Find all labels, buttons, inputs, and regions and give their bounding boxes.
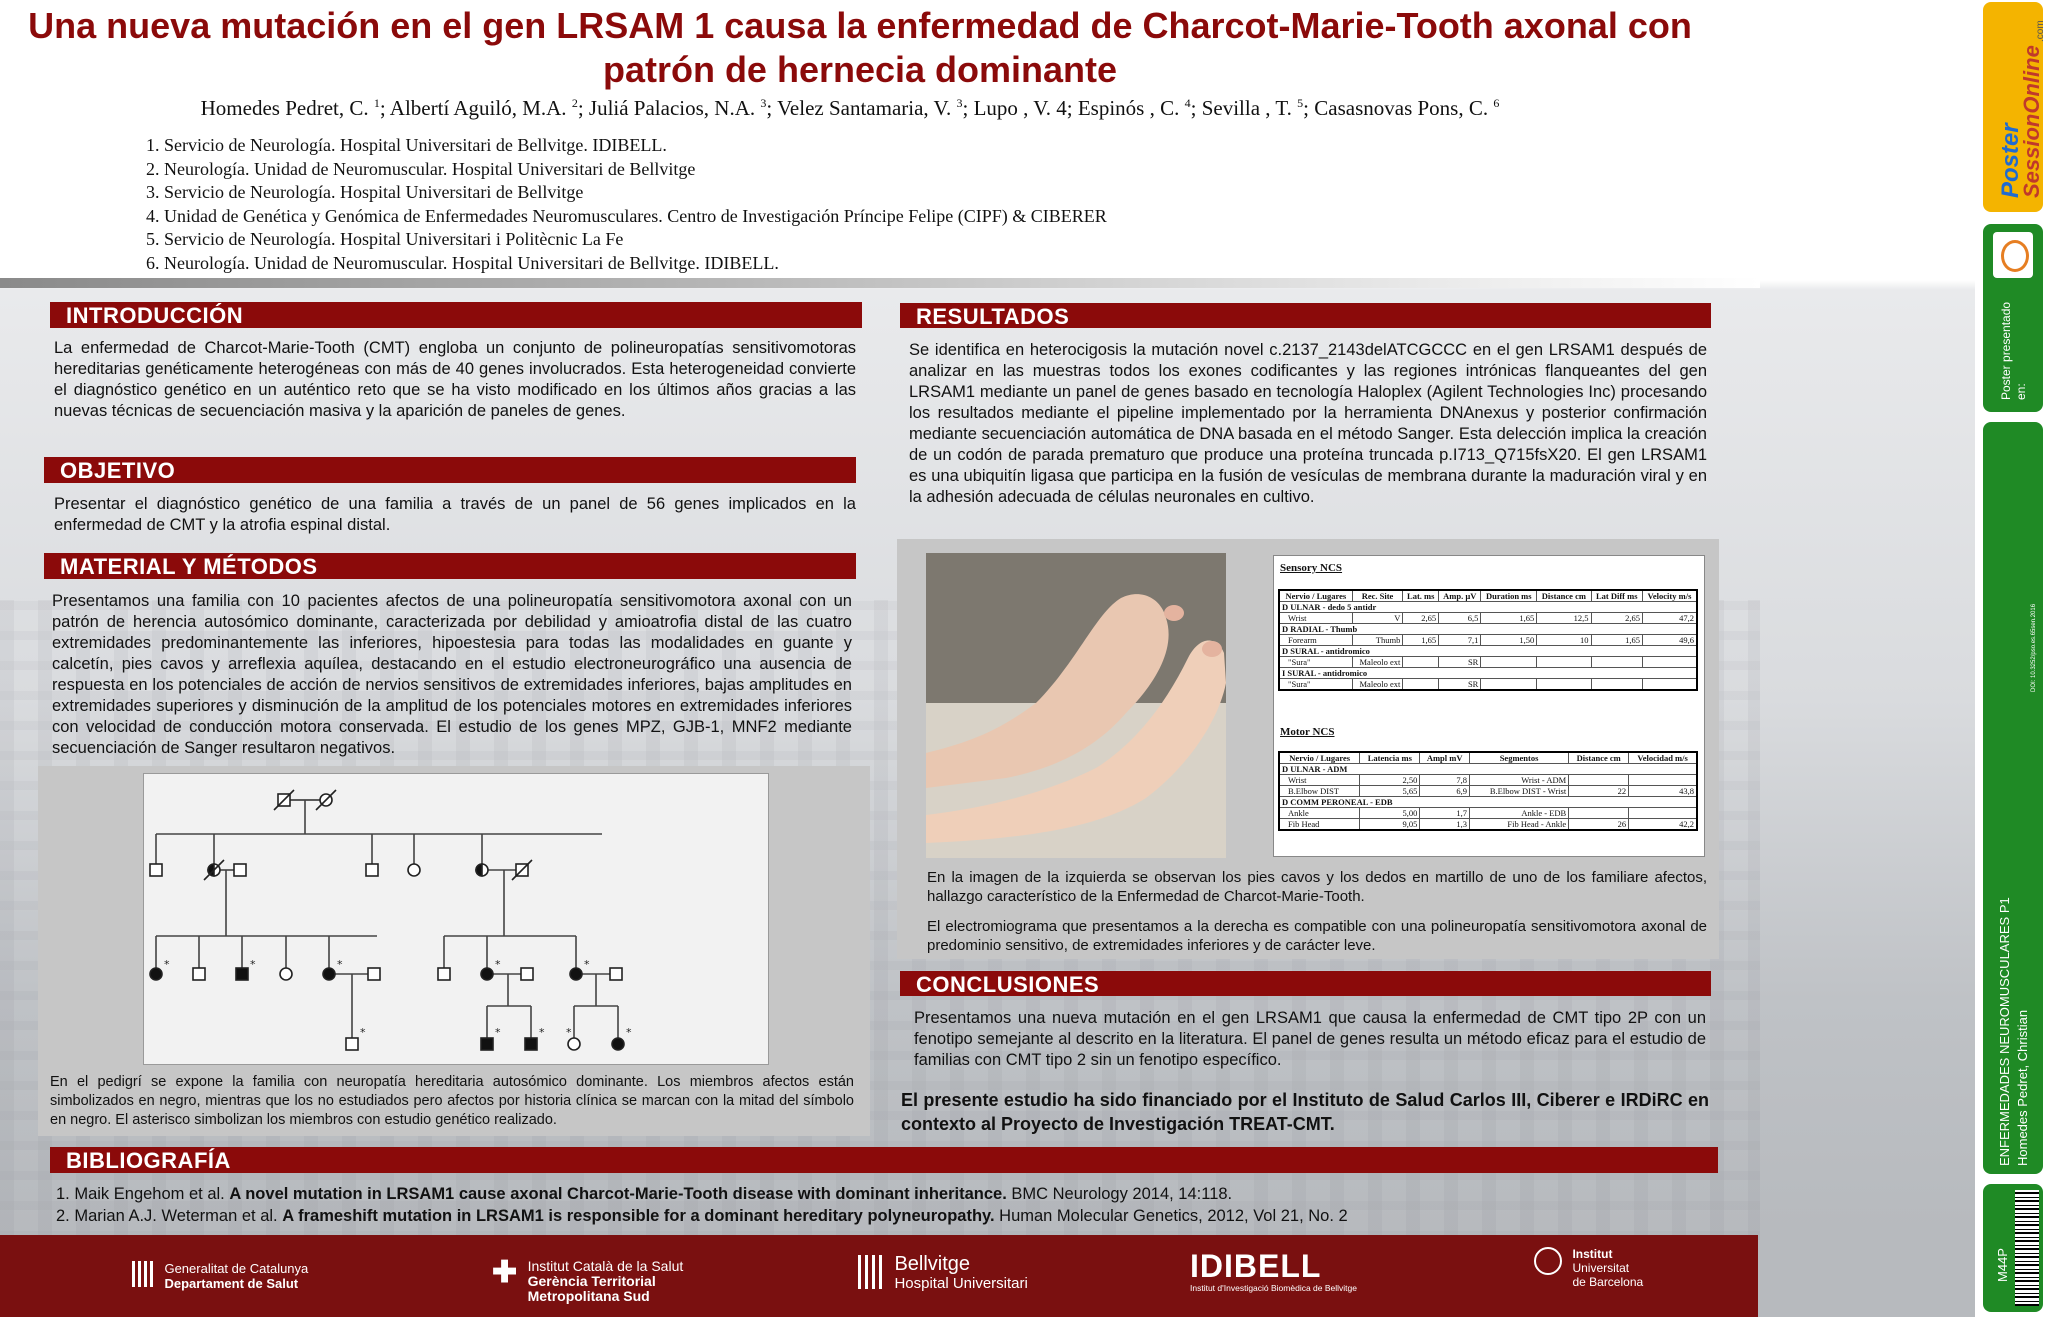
table-cell: Wrist (1279, 613, 1352, 624)
table-header-cell: Lat Diff ms (1591, 590, 1642, 602)
table-cell (1569, 775, 1629, 786)
table-cell: 1,65 (1403, 635, 1439, 646)
doi-label: DOI: 10.3252/pso.es.65sen.2016 (2031, 603, 2037, 692)
table-cell (1629, 775, 1697, 786)
table-cell: Wrist (1279, 775, 1360, 786)
bib-source: BMC Neurology 2014, 14:118. (1006, 1185, 1233, 1203)
funding-statement: El presente estudio ha sido financiado por el Instituto de Salud Carlos III, Ciberer e IRDiRC en contexto al Proyecto de Investigación TREAT-CMT. (901, 1090, 1709, 1134)
table-cell (1537, 657, 1591, 668)
author-name: Homedes Pedret, C. (200, 96, 374, 120)
pedigree-diagram (144, 774, 768, 1064)
table-cell: Wrist - ADM (1469, 775, 1568, 786)
bib-title: A novel mutation in LRSAM1 cause axonal Charcot-Marie-Tooth disease with dominant inheritance. (229, 1185, 1007, 1203)
table-header-cell: Distance cm (1569, 752, 1629, 764)
table-cell: 2,50 (1360, 775, 1420, 786)
table-header-row (1279, 752, 1697, 764)
table-header-cell: Velocity m/s (1642, 590, 1697, 602)
feet-illustration (926, 553, 1226, 858)
bibliography-item (56, 1183, 1348, 1205)
objetivo-text: Presentar el diagnóstico genético de una familia a través de un panel de 56 genes implicados en la enfermedad de CMT y la atrofia espinal distal. (54, 495, 856, 534)
table-cell: Fib Head - Ankle (1469, 819, 1568, 831)
brand-small: .com (2035, 20, 2046, 42)
table-cell: 9,05 (1360, 819, 1420, 831)
bib-source: Human Molecular Genetics, 2012, Vol 21, No. 2 (994, 1207, 1348, 1225)
table-cell: 12,5 (1537, 613, 1591, 624)
affiliation-item: 2. Neurología. Unidad de Neuromuscular. Hospital Universitari de Bellvitge (146, 158, 696, 179)
table-cell: 6,5 (1439, 613, 1481, 624)
svg-text:*: * (360, 1026, 366, 1039)
cross-icon: ✚ (492, 1256, 518, 1289)
logo-text: Gerència Territorial (527, 1273, 656, 1289)
author-name: ; Albertí Aguiló, M.A. (379, 96, 572, 120)
ics-logo (492, 1256, 684, 1304)
barcode (2015, 1190, 2039, 1306)
objetivo-heading: OBJETIVO (44, 457, 856, 483)
author-label: Homedes Pedret, Christian (2015, 1009, 2030, 1166)
table-cell: 6,9 (1420, 786, 1470, 797)
svg-text:*: * (584, 958, 590, 971)
table-cell: 1,3 (1420, 819, 1470, 831)
table-row (1279, 613, 1697, 624)
table-group-cell: D COMM PERONEAL - EDB (1279, 797, 1697, 808)
pedigree-figure (143, 773, 769, 1065)
svg-text:*: * (337, 958, 343, 971)
table-header-cell: Velocidad m/s (1629, 752, 1697, 764)
table-row (1279, 635, 1697, 646)
table-header-cell: Segmentos (1469, 752, 1568, 764)
table-header-cell: Nervio / Lugares (1279, 752, 1360, 764)
motor-ncs-table (1278, 751, 1698, 831)
table-cell: "Sura" (1279, 679, 1352, 691)
table-cell: 1,7 (1420, 808, 1470, 819)
table-cell: Maleolo ext (1352, 657, 1403, 668)
logo-text: IDIBELL (1190, 1248, 1322, 1284)
material-text: Presentamos una familia con 10 pacientes afectos de una polineuropatía sensitivomotora axonal con un patrón de herencia autosómico dominante, caracterizada por debilidad y amioatrofia distal de las cuatro extremidades predominantemente las inferiores, hipoestesia para todas las modalidades en guante y calcetín, pies cavos y arreflexia aquílea, destacando en el estudio electroneurográfico una ausencia de respuesta en los potenciales de acción de nervios sensitivos de extremidades inferiores, bajas amplitudes en extremidades superiores y disminución de la amplitud de los potenciales motores en extremidades inferiores con velocidad de conducción motora conservada. El estudio de los genes MPZ, GJB-1, MNF2 mediante secuenciación de Sanger resultaron negativos. (52, 592, 852, 757)
affiliation-item: 6. Neurología. Unidad de Neuromuscular. Hospital Universitari de Bellvitge. IDIBELL. (146, 252, 779, 273)
table-cell: Ankle - EDB (1469, 808, 1568, 819)
table-cell (1629, 808, 1697, 819)
table-cell: Maleolo ext (1352, 679, 1403, 691)
table-row (1279, 602, 1697, 613)
table-group-cell: D RADIAL - Thumb (1279, 624, 1697, 635)
author-name: ; Velez Santamaria, V. (766, 96, 957, 120)
logo-text: Universitat (1572, 1261, 1630, 1275)
affiliation-item: 1. Servicio de Neurología. Hospital Universitari de Bellvitge. IDIBELL. (146, 135, 667, 155)
table-cell (1642, 657, 1697, 668)
author-name: ; Casasnovas Pons, C. (1303, 96, 1494, 120)
author-name: ; Sevilla , T. (1190, 96, 1298, 120)
table-cell: 47,2 (1642, 613, 1697, 624)
table-row (1279, 679, 1697, 691)
table-header-cell: Amp. µV (1439, 590, 1481, 602)
table-cell: "Sura" (1279, 657, 1352, 668)
bellvitge-icon (858, 1255, 884, 1289)
table-cell: SR (1439, 679, 1481, 691)
ub-logo (1534, 1247, 1643, 1289)
generalitat-logo (132, 1261, 308, 1291)
svg-text:*: * (250, 958, 256, 971)
ncs-report (1273, 555, 1705, 857)
table-cell: 43,8 (1629, 786, 1697, 797)
table-cell: 5,00 (1360, 808, 1420, 819)
author-affiliation-number: 1 (373, 96, 380, 110)
logo-text: Generalitat de Catalunya (164, 1261, 309, 1276)
sensory-ncs-title: Sensory NCS (1280, 562, 1343, 574)
code-tab (1983, 1184, 2043, 1312)
resultados-heading: RESULTADOS (900, 303, 1711, 328)
table-header-cell: Latencia ms (1360, 752, 1420, 764)
table-cell (1591, 679, 1642, 691)
table-cell (1569, 808, 1629, 819)
table-row (1279, 797, 1697, 808)
presentado-label: Poster presentado en: (1999, 301, 2028, 400)
category-label: ENFERMEDADES NEUROMUSCULARES P1 (1997, 897, 2012, 1166)
presentado-tab (1983, 224, 2043, 412)
material-heading: MATERIAL Y MÉTODOS (44, 553, 856, 579)
logo-text: Institut (1572, 1247, 1613, 1261)
table-cell: 1,65 (1591, 635, 1642, 646)
table-cell (1403, 679, 1439, 691)
poster-code: M44P (1995, 1248, 2010, 1282)
table-cell: B.Elbow DIST (1279, 786, 1360, 797)
header-divider (0, 278, 1760, 288)
table-cell (1481, 657, 1537, 668)
logo-text: de Barcelona (1572, 1275, 1644, 1289)
svg-text:*: * (539, 1026, 545, 1039)
congress-logo-icon (2001, 240, 2029, 272)
table-row (1279, 808, 1697, 819)
table-cell: Ankle (1279, 808, 1360, 819)
table-cell: 22 (1569, 786, 1629, 797)
table-cell: Fib Head (1279, 819, 1360, 831)
photo-caption: En la imagen de la izquierda se observan los pies cavos y los dedos en martillo de uno de los familiare afectos, hallazgo característico de la Enfermedad de Charcot-Marie-Tooth. (927, 869, 1707, 905)
feet-photo (926, 553, 1226, 858)
table-cell: Forearm (1279, 635, 1352, 646)
affiliation-item: 3. Servicio de Neurología. Hospital Universitari de Bellvitge (146, 182, 584, 202)
table-header-cell: Ampl mV (1420, 752, 1470, 764)
table-cell: 10 (1537, 635, 1591, 646)
table-row (1279, 624, 1697, 635)
logo-text: Hospital Universitari (894, 1275, 1028, 1292)
table-cell (1481, 679, 1537, 691)
table-row (1279, 657, 1697, 668)
table-row (1279, 775, 1697, 786)
table-cell: SR (1439, 657, 1481, 668)
table-header-row (1279, 590, 1697, 602)
idibell-logo (1190, 1249, 1357, 1293)
table-cell: 49,6 (1642, 635, 1697, 646)
footer-logos (0, 1235, 1758, 1317)
table-header-cell: Lat. ms (1403, 590, 1439, 602)
author-affiliation-number: 3 (956, 96, 963, 110)
table-header-cell: Rec. Site (1352, 590, 1403, 602)
congress-logo (1993, 232, 2033, 278)
author-affiliation-number: 2 (571, 96, 578, 110)
logo-text: Bellvitge (894, 1253, 971, 1275)
svg-text:*: * (495, 958, 501, 971)
logo-text: Departament de Salut (164, 1276, 299, 1291)
table-cell: V (1352, 613, 1403, 624)
ub-seal-icon (1534, 1247, 1562, 1275)
table-group-cell: D ULNAR - ADM (1279, 764, 1697, 775)
resultados-text: Se identifica en heterocigosis la mutación novel c.2137_2143delATCGCCC en el gen LRSAM1 después de analizar en las muestras todos los exones codificantes y las regiones intrónicas flanqueantes del gen LRSAM1 mediante un panel de genes basado en tecnología Haloplex (Agilent Technologies Inc) procesando los resultados mediante el pipeline implementado por la herramienta DNAnexus y posterior confirmación mediante secuenciación automática de DNA basada en el método Sanger. Esta delección implica la creación de un codón de parada prematuro que produce una proteína truncada p.I713_Q715fsX20. El gen LRSAM1 es una ubiquitín ligasa que participa en la fusión de vesículas de membrana durante la maduración viral y en la adhesión adecuada de células neuronales en cultivo. (909, 341, 1707, 506)
affiliation-item: 5. Servicio de Neurología. Hospital Universitari i Politècnic La Fe (146, 229, 624, 249)
table-row (1279, 668, 1697, 679)
bibliography-list (56, 1183, 1348, 1227)
table-cell: B.Elbow DIST - Wrist (1469, 786, 1568, 797)
table-cell: 5,65 (1360, 786, 1420, 797)
svg-text:*: * (164, 958, 170, 971)
table-cell: 7,1 (1439, 635, 1481, 646)
affiliation-item: 4. Unidad de Genética y Genómica de Enfermedades Neuromusculares. Centro de Investigación Príncipe Felipe (CIPF) & CIBERER (146, 205, 1107, 226)
author-name: ; Lupo , V. 4; Espinós , C. (962, 96, 1185, 120)
svg-text:*: * (495, 1026, 501, 1039)
table-header-cell: Distance cm (1537, 590, 1591, 602)
table-group-cell: I SURAL - antidromico (1279, 668, 1697, 679)
table-cell: 2,65 (1403, 613, 1439, 624)
bellvitge-logo (858, 1255, 1028, 1293)
introduccion-heading: INTRODUCCIÓN (50, 302, 862, 328)
table-cell (1591, 657, 1642, 668)
table-row (1279, 786, 1697, 797)
table-group-cell: D SURAL - antidromico (1279, 646, 1697, 657)
logo-text: Metropolitana Sud (527, 1288, 650, 1304)
motor-ncs-title: Motor NCS (1280, 726, 1335, 738)
table-cell: 1,65 (1481, 613, 1537, 624)
table-cell: 7,8 (1420, 775, 1470, 786)
category-tab (1983, 422, 2043, 1174)
author-affiliation-number: 6 (1493, 96, 1500, 110)
conclusiones-heading: CONCLUSIONES (900, 971, 1711, 996)
logo-text: Institut Català de la Salut (527, 1258, 684, 1274)
conclusiones-text: Presentamos una nueva mutación en el gen LRSAM1 que causa la enfermedad de CMT tipo 2P con un fenotipo semejante al descrito en la literatura. El panel de genes resulta un método eficaz para el estudio de familias con CMT tipo 2 sin un fenotipo específico. (914, 1009, 1706, 1069)
introduccion-text: La enfermedad de Charcot-Marie-Tooth (CMT) engloba un conjunto de polineuropatías sensitivomotoras hereditarias genéticamente heterogéneas con más de 40 genes involucrados. Esta heterogeneidad convierte el diagnóstico genético en un auténtico reto que se ha visto modificado en los últimos años gracias a las nuevas técnicas de secuenciación masiva y la aparición de paneles de genes. (54, 339, 856, 420)
table-cell: 1,50 (1481, 635, 1537, 646)
brand-line1: Poster (1997, 123, 2024, 198)
brand-line2: SessionOnline (2019, 45, 2044, 198)
poster-title: Una nueva mutación en el gen LRSAM 1 causa la enfermedad de Charcot-Marie-Tooth axonal con patrón de hernecia dominante (28, 5, 1692, 90)
authors-line (0, 96, 1700, 121)
poster-session-sidebar (1975, 0, 2048, 1317)
table-cell (1537, 679, 1591, 691)
svg-text:*: * (566, 1026, 572, 1039)
table-cell: Thumb (1352, 635, 1403, 646)
sensory-ncs-table (1278, 589, 1698, 691)
author-affiliation-number: 5 (1297, 96, 1304, 110)
table-row (1279, 819, 1697, 831)
logo-text: Institut d'Investigació Biomèdica de Bellvitge (1190, 1283, 1357, 1293)
brand-tab[interactable] (1983, 2, 2046, 212)
generalitat-icon (132, 1261, 154, 1287)
table-cell: 2,65 (1591, 613, 1642, 624)
table-row (1279, 646, 1697, 657)
bibliografia-heading: BIBLIOGRAFÍA (50, 1147, 1718, 1173)
bib-title: A frameshift mutation in LRSAM1 is responsible for a dominant hereditary polyneuropathy. (282, 1207, 995, 1225)
svg-text:*: * (626, 1026, 632, 1039)
emg-caption: El electromiograma que presentamos a la derecha es compatible con una polineuropatía sensitivomotora axonal de predominio sensitivo, de extremidades inferiores y de carácter leve. (927, 918, 1707, 954)
table-header-cell: Duration ms (1481, 590, 1537, 602)
bib-authors: 2. Marian A.J. Weterman et al. (56, 1207, 283, 1225)
pedigree-caption: En el pedigrí se expone la familia con neuropatía hereditaria autosómico dominante. Los miembros afectos están simbolizados en negro, mientras que los no estudiados pero afectos por historia clínica se marcan con la mitad del símbolo en negro. El asterisco simbolizan los miembros con estudio genético realizado. (50, 1074, 854, 1128)
author-name: ; Juliá Palacios, N.A. (577, 96, 761, 120)
table-cell: 26 (1569, 819, 1629, 831)
author-affiliation-number: 3 (760, 96, 767, 110)
table-row (1279, 764, 1697, 775)
bibliography-item (56, 1205, 1348, 1227)
affiliations (146, 134, 1107, 275)
table-cell (1403, 657, 1439, 668)
table-cell (1642, 679, 1697, 691)
table-group-cell: D ULNAR - dedo 5 antidr (1279, 602, 1697, 613)
bib-authors: 1. Maik Engehom et al. (56, 1185, 230, 1203)
table-cell: 42,2 (1629, 819, 1697, 831)
author-affiliation-number: 4 (1184, 96, 1191, 110)
table-header-cell: Nervio / Lugares (1279, 590, 1352, 602)
